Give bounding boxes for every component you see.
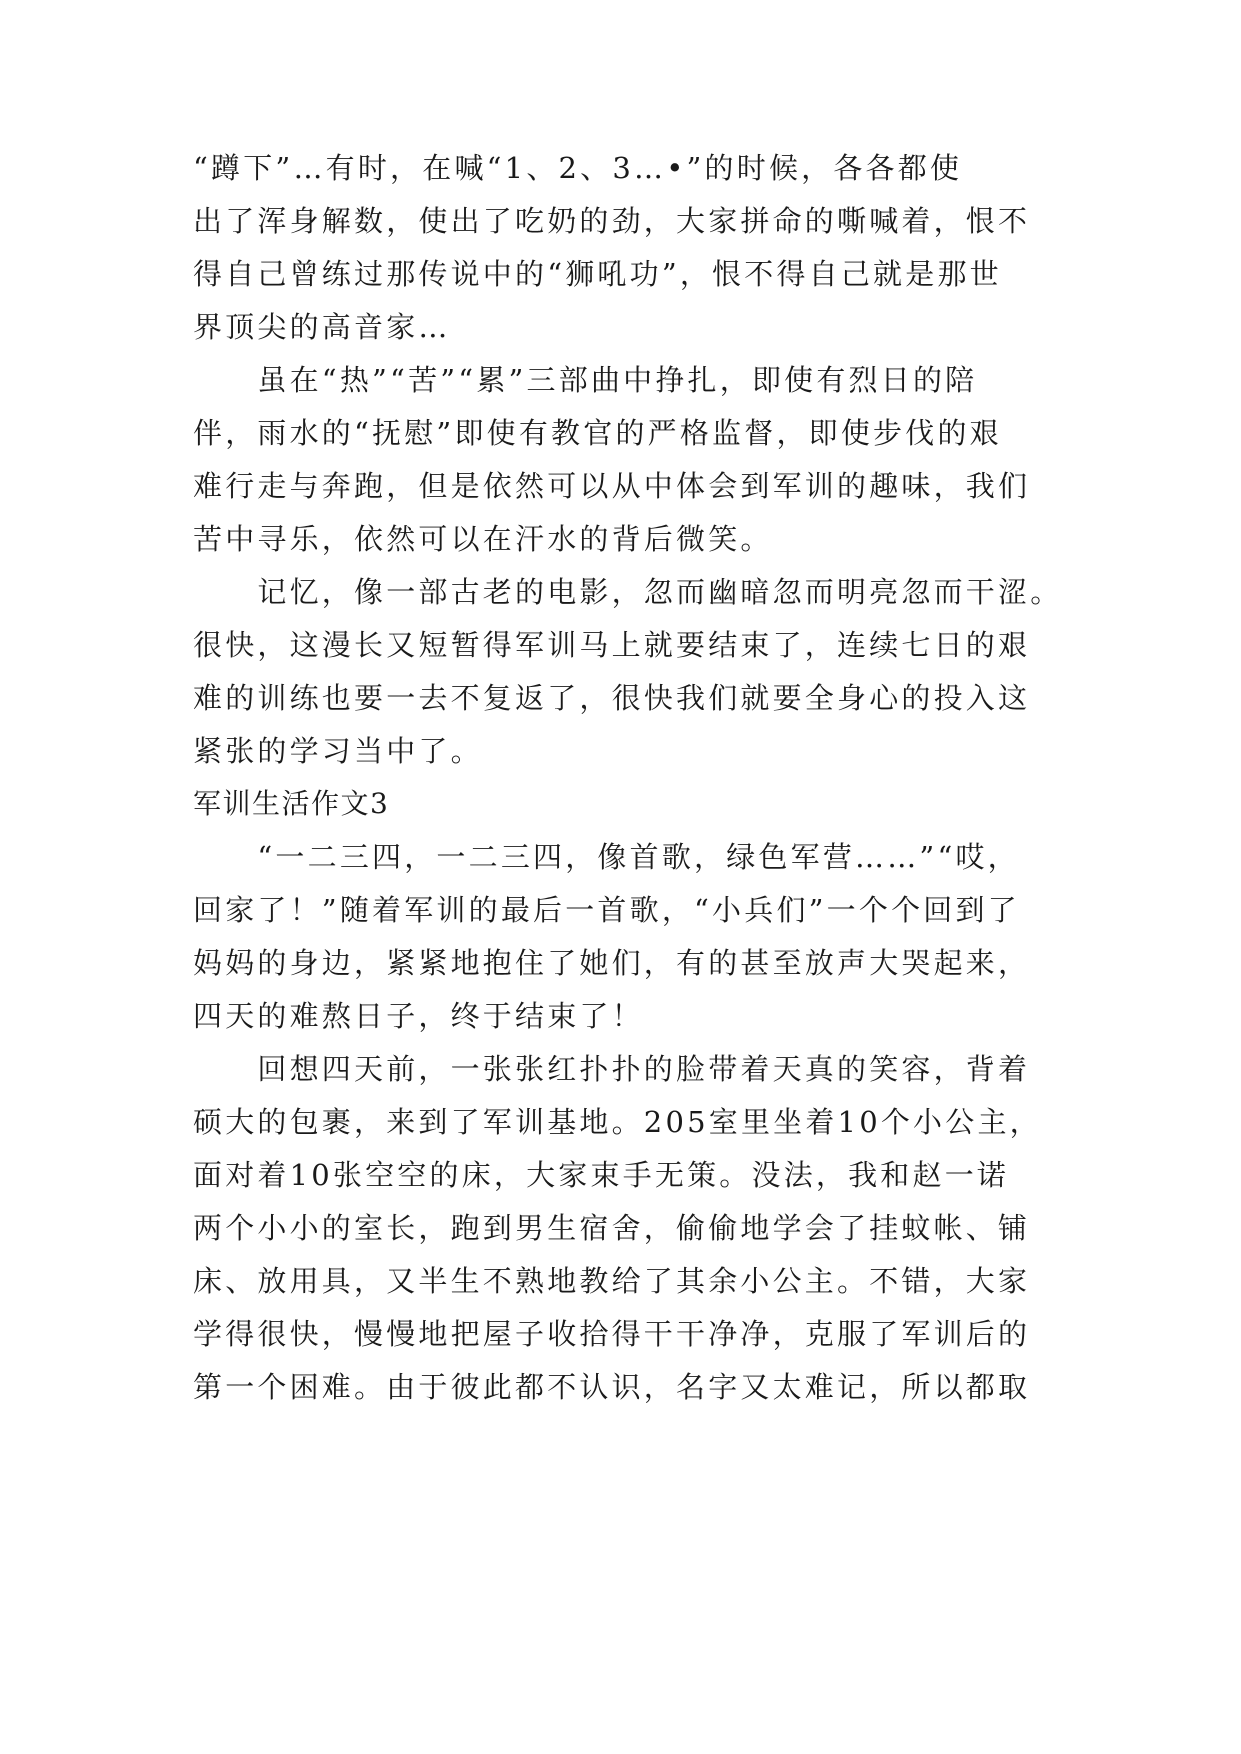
- text-line: 界顶尖的高音家…: [193, 310, 451, 344]
- text-line: 硕大的包裹，来到了军训基地。205室里坐着10个小公主，: [193, 1105, 1042, 1139]
- text-line: 很快，这漫长又短暂得军训马上就要结束了，连续七日的艰: [193, 628, 1031, 662]
- text-line: 学得很快，慢慢地把屋子收拾得干干净净，克服了军训后的: [193, 1317, 1031, 1351]
- text-line: 得自己曾练过那传说中的“狮吼功”，恨不得自己就是那世: [193, 257, 1002, 291]
- text-line: 虽在“热”“苦”“累”三部曲中挣扎，即使有烈日的陪: [193, 363, 978, 397]
- text-line: “一二三四，一二三四，像首歌，绿色军营……”“哎，: [193, 840, 1020, 874]
- text-line: 面对着10张空空的床，大家束手无策。没法，我和赵一诺: [193, 1158, 1010, 1192]
- text-line: 两个小小的室长，跑到男生宿舍，偷偷地学会了挂蚊帐、铺: [193, 1211, 1031, 1245]
- text-line: 妈妈的身边，紧紧地抱住了她们，有的甚至放声大哭起来，: [193, 946, 1031, 980]
- text-line: 紧张的学习当中了。: [193, 734, 483, 768]
- text-line: 难行走与奔跑，但是依然可以从中体会到军训的趣味，我们: [193, 469, 1031, 503]
- text-line: 四天的难熬日子，终于结束了！: [193, 999, 644, 1033]
- text-line: 出了浑身解数，使出了吃奶的劲，大家拼命的嘶喊着，恨不: [193, 204, 1031, 238]
- text-line: 伴，雨水的“抚慰”即使有教官的严格监督，即使步伐的艰: [193, 416, 1002, 450]
- text-line: 回想四天前，一张张红扑扑的脸带着天真的笑容，背着: [193, 1052, 1031, 1086]
- text-line: 难的训练也要一去不复返了，很快我们就要全身心的投入这: [193, 681, 1031, 715]
- text-line: 回家了！”随着军训的最后一首歌，“小兵们”一个个回到了: [193, 893, 1020, 927]
- text-line: 记忆，像一部古老的电影，忽而幽暗忽而明亮忽而干涩。: [193, 575, 1063, 609]
- text-line: “蹲下”…有时，在喊“1、2、3…•”的时候，各各都使: [193, 151, 963, 185]
- section-heading: 军训生活作文3: [193, 787, 390, 820]
- text-line: 苦中寻乐，依然可以在汗水的背后微笑。: [193, 522, 773, 556]
- text-line: 床、放用具，又半生不熟地教给了其余小公主。不错，大家: [193, 1264, 1031, 1298]
- text-line: 第一个困难。由于彼此都不认识，名字又太难记，所以都取: [193, 1370, 1031, 1404]
